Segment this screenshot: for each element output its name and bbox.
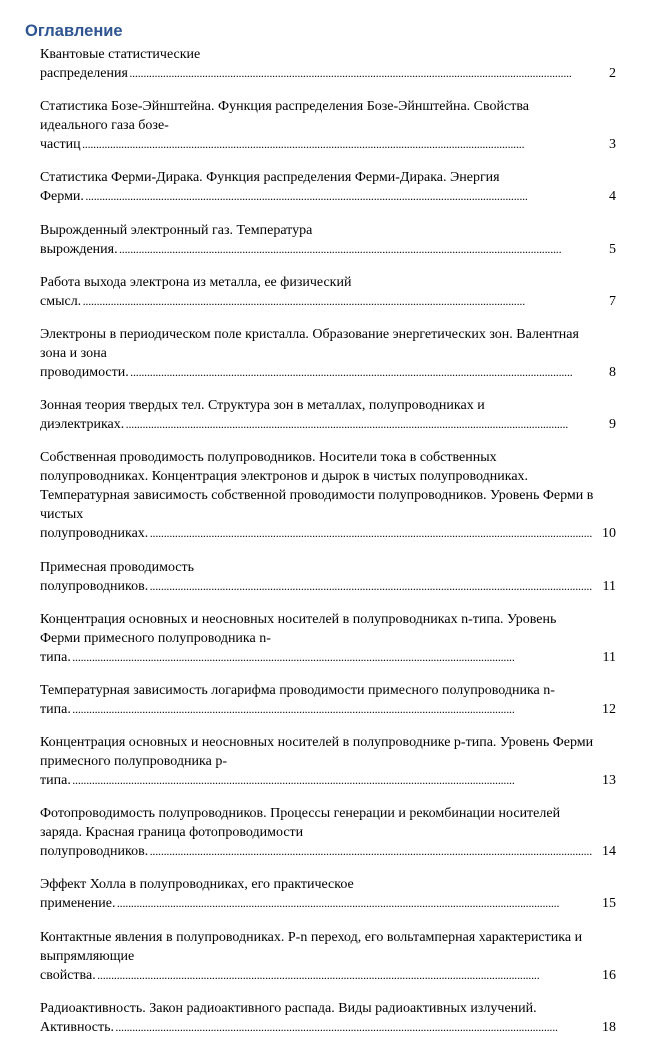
toc-page-number[interactable]: 16 bbox=[602, 967, 616, 983]
toc-entry-text[interactable]: Контактные явления в полупроводниках. P-n переход, его вольтамперная характеристика и выпрямляющие свойства. . . . bbox=[40, 930, 582, 983]
toc-entry-text[interactable]: Работа выхода электрона из металла, ее физический смысл. . . . bbox=[40, 275, 524, 309]
toc-page-number[interactable]: 12 bbox=[602, 701, 616, 717]
toc-page-number[interactable]: 8 bbox=[609, 364, 616, 380]
toc-entry-text[interactable]: Температурная зависимость логарифма проводимости примесного полупроводника n-типа. . . . bbox=[40, 683, 555, 717]
toc-entry-text[interactable]: Электроны в периодическом поле кристалла. Образование энергетических зон. Валентная зона и зона проводимости. . . . bbox=[40, 327, 579, 380]
toc-page-number[interactable]: 5 bbox=[609, 241, 616, 257]
toc-entry-text[interactable]: Концентрация основных и неосновных носителей в полупроводнике p-типа. Уровень Ферми примесного полупроводника p-типа. . . . bbox=[40, 735, 593, 788]
toc-entry[interactable] bbox=[40, 325, 616, 382]
toc-entry[interactable] bbox=[40, 396, 616, 434]
toc-heading: Оглавление bbox=[25, 22, 123, 40]
toc-entry[interactable] bbox=[40, 875, 616, 913]
toc-page-number[interactable]: 2 bbox=[609, 66, 616, 81]
toc-entry[interactable] bbox=[40, 221, 616, 259]
toc-entry[interactable] bbox=[40, 45, 616, 83]
toc-entry[interactable] bbox=[40, 273, 616, 311]
toc-page-number[interactable]: 14 bbox=[602, 844, 616, 860]
toc-entry[interactable] bbox=[40, 168, 616, 206]
toc-entry-text[interactable]: Концентрация основных и неосновных носителей в полупроводниках n-типа. Уровень Ферми примесного полупроводника n-типа. . . . bbox=[40, 612, 556, 665]
toc-page-number[interactable]: 15 bbox=[602, 896, 616, 912]
toc-entry-text[interactable]: Примесная проводимость полупроводников. . . . bbox=[40, 560, 591, 594]
toc-entry-text[interactable]: Квантовые статистические распределения . . . bbox=[40, 47, 570, 81]
toc-page-number[interactable]: 18 bbox=[602, 1019, 616, 1035]
toc-page-number[interactable]: 9 bbox=[609, 417, 616, 433]
toc-entry[interactable] bbox=[40, 928, 616, 985]
toc-entry[interactable] bbox=[40, 999, 616, 1037]
toc-entry[interactable] bbox=[40, 558, 616, 596]
toc-page-number[interactable]: 11 bbox=[602, 649, 616, 665]
toc-entry-text[interactable]: Фотопроводимость полупроводников. Процессы генерации и рекомбинации носителей заряда. Красная граница фотопроводимости полупроводников. . . . bbox=[40, 806, 591, 859]
toc-entry-text[interactable]: Радиоактивность. Закон радиоактивного распада. Виды радиоактивных излучений. Активность. . . . bbox=[40, 1001, 556, 1035]
toc-entry[interactable] bbox=[40, 610, 616, 667]
toc-entry[interactable] bbox=[40, 804, 616, 861]
toc-entry[interactable] bbox=[40, 733, 616, 790]
toc-page-number[interactable]: 4 bbox=[609, 189, 616, 205]
toc-page-number[interactable]: 13 bbox=[602, 773, 616, 789]
toc-entry-text[interactable]: Эффект Холла в полупроводниках, его практическое применение. . . . bbox=[40, 877, 558, 911]
toc-page-number[interactable]: 7 bbox=[609, 293, 616, 309]
toc-page-number[interactable]: 11 bbox=[602, 578, 616, 594]
toc-entry[interactable] bbox=[40, 448, 616, 543]
toc-entry[interactable] bbox=[40, 97, 616, 154]
toc-page-number[interactable]: 3 bbox=[609, 137, 616, 153]
toc-entry-text[interactable]: Статистика Бозе-Эйнштейна. Функция распределения Бозе-Эйнштейна. Свойства идеального газа бозе-частиц . . . bbox=[40, 99, 529, 152]
toc-list bbox=[40, 45, 616, 1051]
toc-entry-text[interactable]: Вырожденный электронный газ. Температура вырождения. . . . bbox=[40, 223, 560, 257]
toc-entry[interactable] bbox=[40, 681, 616, 719]
toc-entry-text[interactable]: Статистика Ферми-Дирака. Функция распределения Ферми-Дирака. Энергия Ферми. . . . bbox=[40, 170, 526, 204]
toc-entry-text[interactable]: Собственная проводимость полупроводников. Носители тока в собственных полупроводниках. Концентрация электронов и дырок в чистых полупроводниках. Температурная зависимость собственной проводимости полупроводников. Уровень Ферми в чистых полупроводниках. . . . bbox=[40, 450, 593, 541]
toc-page-number[interactable]: 10 bbox=[602, 526, 616, 542]
toc-entry-text[interactable]: Зонная теория твердых тел. Структура зон в металлах, полупроводниках и диэлектриках. . . . bbox=[40, 398, 567, 432]
